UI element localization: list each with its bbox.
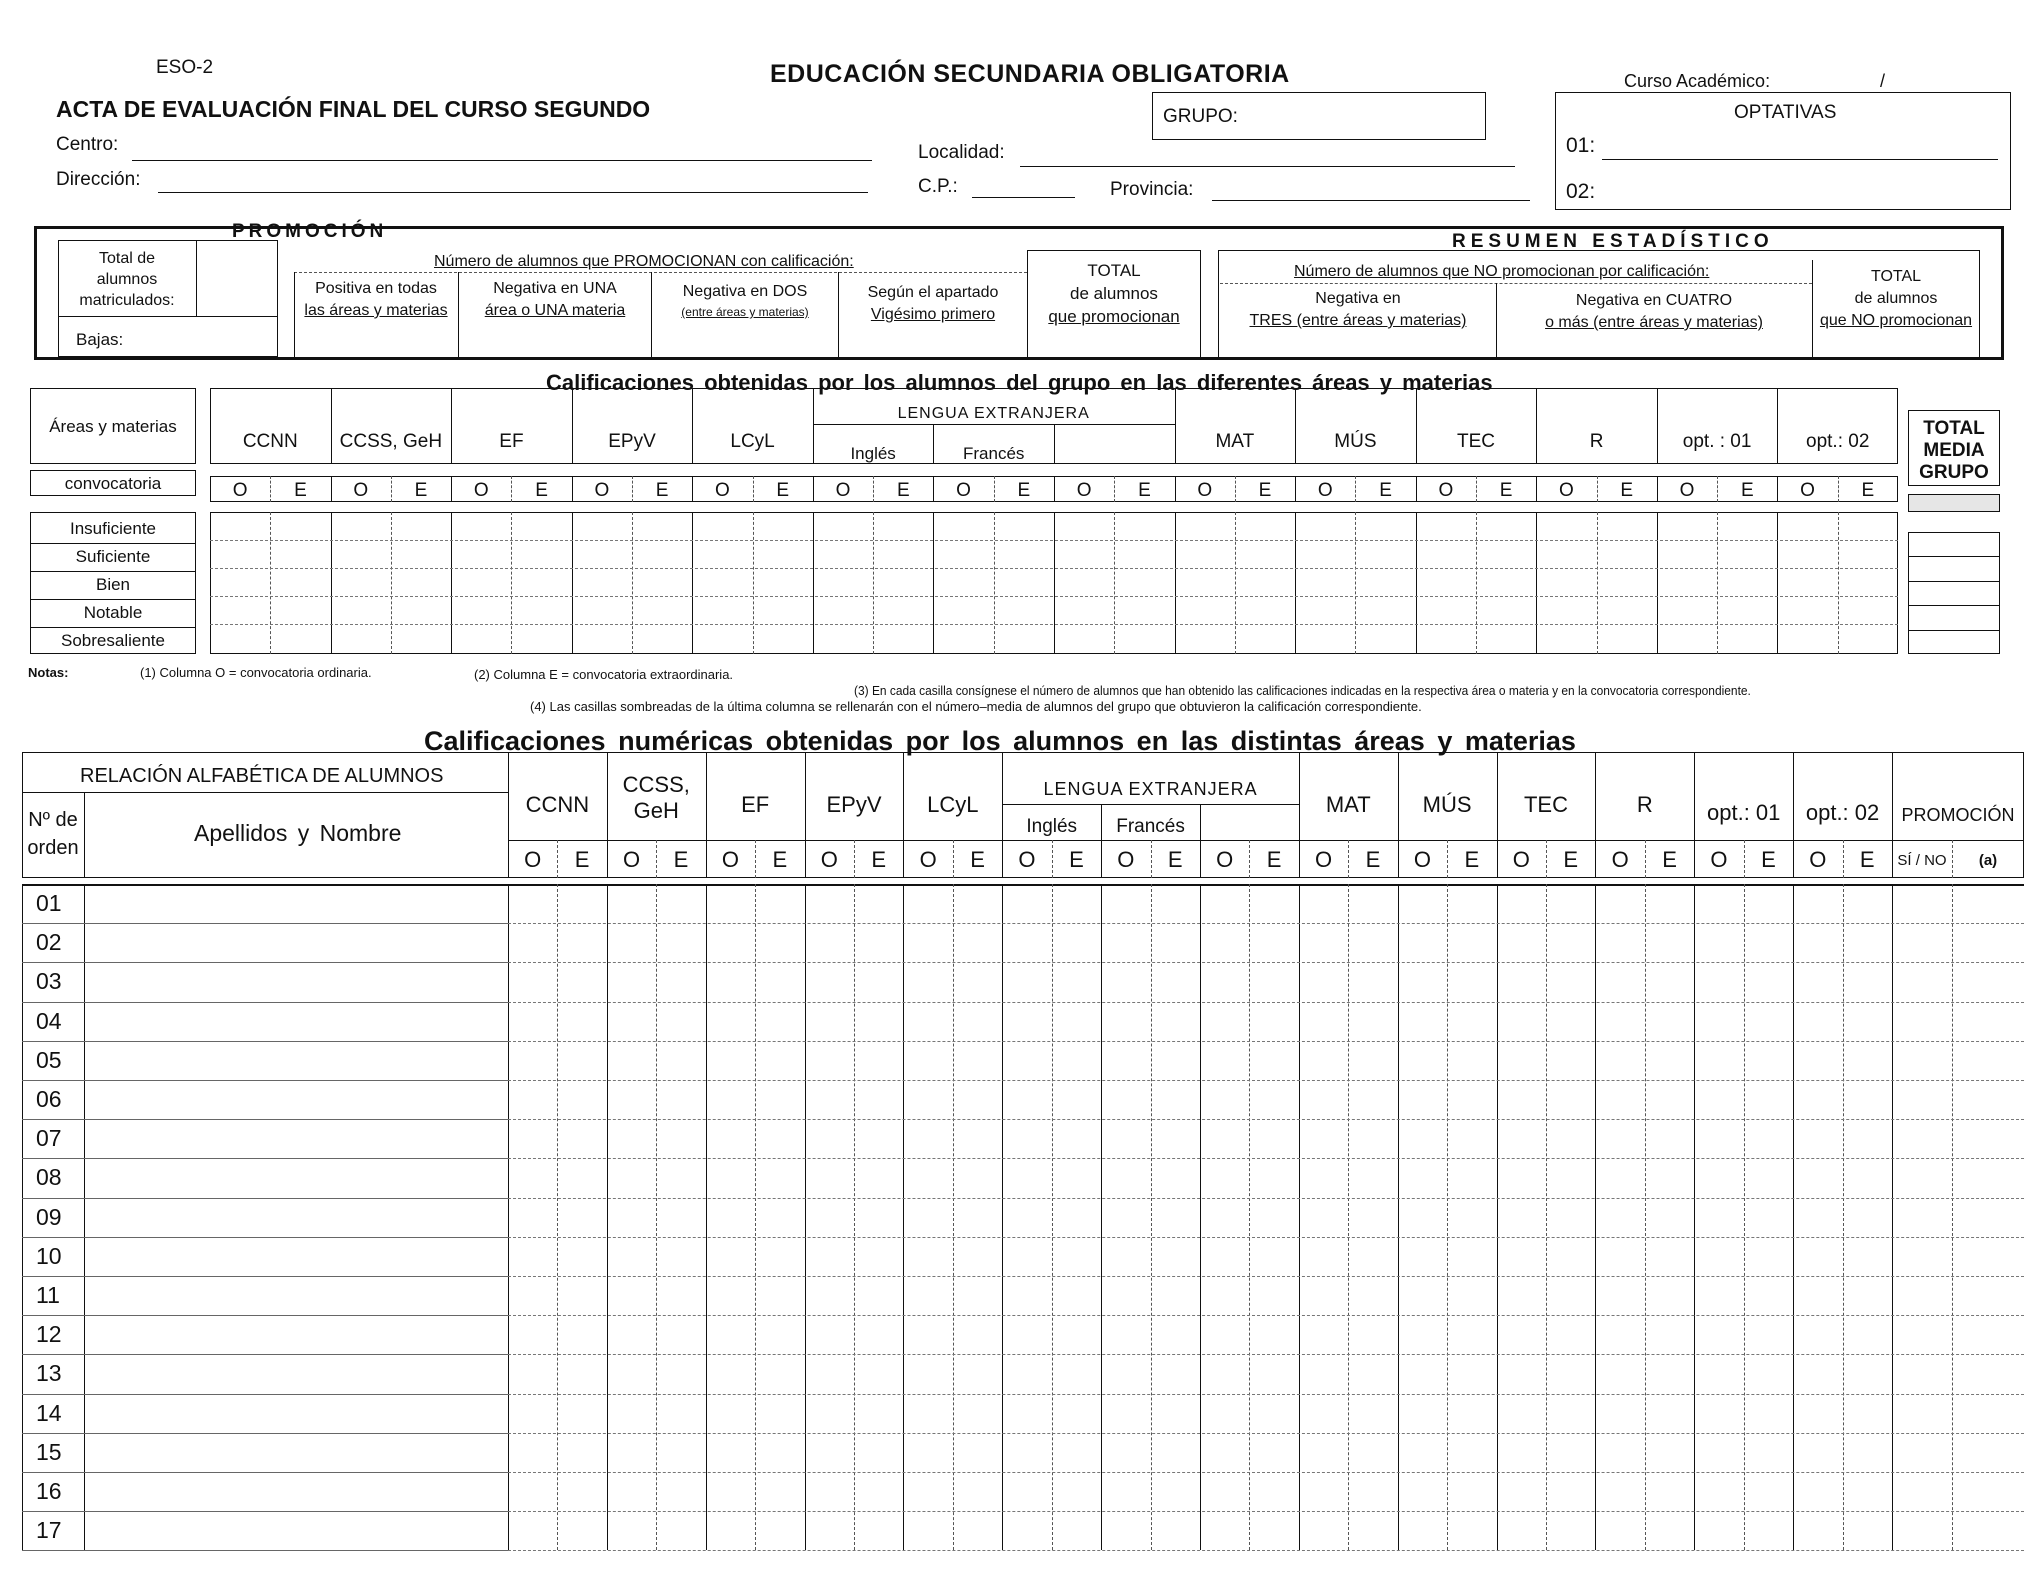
o-label: O — [1559, 480, 1574, 501]
grade-label-0: Insuficiente — [70, 519, 156, 538]
e-label: E — [1499, 480, 1513, 501]
form-title: EDUCACIÓN SECUNDARIA OBLIGATORIA — [770, 60, 1290, 88]
promocion-title: PROMOCIÓN — [232, 221, 388, 242]
row-number: 05 — [36, 1046, 62, 1073]
row-number: 10 — [36, 1242, 62, 1269]
subject-1: CCSS, GeH — [339, 431, 443, 452]
e-lbl: E — [1662, 847, 1677, 872]
nota-2: (2) Columna E = convocatoria extraordinaria. — [474, 667, 734, 682]
o-lbl: O — [721, 847, 739, 872]
lengua-label: LENGUA EXTRANJERA — [897, 405, 1090, 422]
body-col-line — [1101, 884, 1102, 1550]
body-col-line — [1002, 884, 1003, 1550]
o-label: O — [1679, 480, 1695, 501]
student-name-field[interactable] — [86, 962, 506, 1001]
areas-label: Áreas y materias — [49, 417, 177, 436]
subj-13: opt.: 02 — [1805, 800, 1880, 825]
o-label: O — [473, 480, 489, 501]
row-number: 09 — [36, 1203, 62, 1230]
body-name-line — [508, 884, 509, 1550]
subject-8: MAT — [1215, 431, 1255, 452]
body-col-div — [1447, 884, 1448, 1550]
e-lbl: E — [1069, 847, 1084, 872]
row-dash — [508, 1511, 2024, 1512]
row-number: 08 — [36, 1164, 62, 1191]
body-col-div — [854, 884, 855, 1550]
student-name-field[interactable] — [86, 1472, 506, 1511]
student-name-field[interactable] — [86, 1394, 506, 1433]
row-dash — [508, 1550, 2024, 1551]
subj-6: Francés — [1116, 816, 1185, 837]
e-lbl: E — [970, 847, 985, 872]
notas-label: Notas: — [28, 665, 69, 680]
row-dash — [508, 923, 2024, 924]
student-name-field[interactable] — [86, 1158, 506, 1197]
nota-4: (4) Las casillas sombreadas de la última columna se rellenarán con el número–media de alumnos del grupo que obtuvieron la calificación correspondiente. — [530, 699, 1422, 714]
o-label: O — [1076, 480, 1092, 501]
bajas-label: Bajas: — [76, 330, 124, 349]
body-col-line — [1595, 884, 1596, 1550]
body-orden-line — [84, 884, 85, 1550]
si-no-label: SÍ / NO — [1897, 852, 1947, 869]
form-code: ESO-2 — [156, 57, 214, 78]
resumen-title: RESUMEN ESTADÍSTICO — [1452, 231, 1774, 252]
body-col-div — [1843, 884, 1844, 1550]
centro-label: Centro: — [56, 134, 119, 155]
e-lbl: E — [1464, 847, 1480, 872]
student-name-field[interactable] — [86, 1237, 506, 1276]
body-col-div — [1348, 884, 1349, 1550]
row-dash — [508, 1315, 2024, 1316]
subject-2: EF — [499, 431, 524, 452]
subj-5: Inglés — [1026, 816, 1078, 837]
o-lbl: O — [919, 847, 937, 872]
body-col-line — [607, 884, 608, 1550]
o-lbl: O — [1413, 847, 1431, 872]
body-col-div — [1052, 884, 1053, 1550]
row-dash — [508, 962, 2024, 963]
student-name-field[interactable] — [86, 1041, 506, 1080]
e-lbl: E — [1365, 847, 1381, 872]
lengua-label-2: LENGUA EXTRANJERA — [1043, 779, 1258, 799]
student-name-field[interactable] — [86, 1002, 506, 1041]
body-col-line — [1398, 884, 1399, 1550]
row-number: 11 — [36, 1282, 60, 1308]
body-promo-div — [1952, 884, 1953, 1550]
promo-col-negativa-dos: Negativa en DOS (entre áreas y materias) — [681, 283, 809, 319]
promo-col-positiva: Positiva en todas las áreas y materias — [304, 280, 448, 319]
row-number: 14 — [36, 1399, 62, 1426]
e-lbl: E — [1266, 847, 1282, 872]
body-col-line — [1200, 884, 1201, 1550]
row-dash — [508, 1394, 2024, 1395]
body-col-line — [903, 884, 904, 1550]
e-label: E — [896, 480, 910, 501]
e-label: E — [414, 480, 428, 501]
row-number: 06 — [36, 1086, 62, 1112]
nombre-label: Apellidos y Nombre — [194, 820, 402, 846]
resumen-total: TOTAL de alumnos que NO promocionan — [1819, 268, 1973, 329]
o-label: O — [715, 480, 730, 501]
subject-13: opt.: 02 — [1806, 431, 1870, 452]
e-lbl: E — [1761, 847, 1776, 872]
o-lbl: O — [1710, 847, 1728, 872]
row-number: 03 — [36, 968, 62, 995]
subj-1: CCSS, GeH — [622, 772, 690, 823]
o-lbl: O — [1611, 847, 1629, 872]
direccion-label: Dirección: — [56, 169, 141, 190]
orden-line — [84, 792, 85, 878]
subj-8: MAT — [1325, 792, 1371, 817]
o-lbl: O — [820, 847, 838, 872]
o-lbl: O — [524, 847, 542, 872]
body-col-div — [1249, 884, 1250, 1550]
row-number: 04 — [36, 1007, 62, 1034]
subject-11: R — [1589, 431, 1604, 452]
e-label: E — [1017, 480, 1031, 501]
student-name-field[interactable] — [86, 1354, 506, 1393]
calif-alumnos-title: Calificaciones numéricas obtenidas por los alumnos en las distintas áreas y materias — [424, 726, 1576, 756]
row-number: 12 — [36, 1321, 62, 1348]
e-label: E — [776, 480, 790, 501]
relacion-label: RELACIÓN ALFABÉTICA DE ALUMNOS — [80, 765, 444, 787]
subject-9: MÚS — [1334, 431, 1377, 452]
subject-10: TEC — [1456, 431, 1495, 452]
e-lbl: E — [1563, 847, 1579, 872]
promo-col-negativa-una: Negativa en UNA área o UNA materia — [484, 280, 626, 319]
student-name-field[interactable] — [86, 1433, 506, 1472]
o-label: O — [956, 480, 971, 501]
subj-3: EPyV — [826, 792, 882, 817]
student-name-field[interactable] — [86, 1119, 506, 1158]
opt02-label: 02: — [1566, 180, 1596, 203]
body-col-line — [1892, 884, 1893, 1550]
row-dash — [508, 1002, 2024, 1003]
row-number: 15 — [36, 1438, 62, 1465]
body-col-line — [1299, 884, 1300, 1550]
student-name-field[interactable] — [86, 1315, 506, 1354]
subj-4: LCyL — [927, 792, 979, 817]
provincia-label: Provincia: — [1110, 179, 1194, 200]
body-col-div — [1645, 884, 1646, 1550]
body-col-div — [1151, 884, 1152, 1550]
row-number: 02 — [36, 929, 62, 956]
subject-0: CCNN — [242, 431, 298, 452]
body-left-line — [22, 884, 23, 1550]
subj-9: MÚS — [1422, 792, 1472, 817]
subj-11: R — [1636, 792, 1653, 817]
row-dash — [508, 1354, 2024, 1355]
total-matriculados-label: Total de alumnos matriculados: — [79, 250, 175, 309]
student-name-field[interactable] — [86, 1080, 506, 1119]
cp-label: C.P.: — [918, 176, 958, 197]
e-label: E — [1138, 480, 1151, 501]
curso-label: Curso Académico: — [1624, 71, 1771, 91]
row-number: 16 — [36, 1478, 62, 1504]
convocatoria-label: convocatoria — [64, 474, 162, 493]
o-lbl: O — [1216, 847, 1234, 872]
row-number: 01 — [36, 890, 62, 916]
grade-label-4: Sobresaliente — [61, 631, 165, 650]
o-label: O — [1317, 480, 1333, 501]
e-lbl: E — [772, 847, 788, 872]
total-media-label: TOTAL MEDIA GRUPO — [1919, 418, 1989, 483]
e-lbl: E — [1167, 847, 1183, 872]
o-label: O — [835, 480, 851, 501]
row-dash — [508, 1080, 2024, 1081]
student-name-field[interactable] — [86, 1276, 506, 1315]
promo-col-vigesimo: Según el apartado Vigésimo primero — [867, 284, 999, 323]
nota-1: (1) Columna O = convocatoria ordinaria. — [140, 665, 372, 680]
o-lbl: O — [622, 847, 641, 872]
row-dash — [508, 1276, 2024, 1277]
localidad-label: Localidad: — [918, 142, 1005, 163]
row-dash — [508, 1119, 2024, 1120]
calif-grupo-title: Calificaciones obtenidas por los alumnos del grupo en las diferentes áreas y materias — [546, 370, 1493, 395]
e-lbl: E — [574, 847, 590, 872]
curso-sep: / — [1880, 71, 1886, 91]
o-lbl: O — [1018, 847, 1036, 872]
subj-12: opt.: 01 — [1707, 800, 1781, 825]
student-name-field[interactable] — [86, 1511, 506, 1550]
lengua-line-2 — [1002, 804, 1299, 805]
student-name-field[interactable] — [86, 884, 506, 923]
row-line — [22, 1550, 508, 1551]
row-dash — [508, 1472, 2024, 1473]
promocion-col-label: PROMOCIÓN — [1901, 805, 2015, 825]
grade-label-3: Notable — [83, 603, 143, 622]
body-col-div — [656, 884, 657, 1550]
grade-label-1: Suficiente — [75, 547, 151, 566]
body-col-div — [953, 884, 954, 1550]
nota-3: (3) En cada casilla consígnese el número de alumnos que han obtenido las calificaciones indicadas en la respectiva área o materia y en la convocatoria correspondiente. — [854, 683, 1751, 698]
grade-label-2: Bien — [95, 575, 131, 594]
no-promocionan-label: Número de alumnos que NO promocionan por calificación: — [1294, 263, 1710, 280]
subject-6: Francés — [962, 444, 1025, 463]
body-col-line — [706, 884, 707, 1550]
e-label: E — [1861, 480, 1875, 501]
e-label: E — [1258, 480, 1272, 501]
row-number: 17 — [36, 1517, 62, 1544]
o-label: O — [232, 480, 248, 501]
o-lbl: O — [1809, 847, 1827, 872]
form-subtitle: ACTA DE EVALUACIÓN FINAL DEL CURSO SEGUNDO — [56, 96, 651, 122]
grupo-label: GRUPO: — [1163, 106, 1238, 127]
e-lbl: E — [1859, 847, 1875, 872]
row-dash — [508, 1158, 2024, 1159]
o-label: O — [1197, 480, 1213, 501]
promocionan-label: Número de alumnos que PROMOCIONAN con calificación: — [434, 253, 854, 270]
subject-3: EPyV — [608, 431, 656, 452]
e-label: E — [535, 480, 548, 501]
e-label: E — [1620, 480, 1634, 501]
o-label: O — [1800, 480, 1815, 501]
body-col-div — [1744, 884, 1745, 1550]
subj-10: TEC — [1523, 792, 1568, 817]
o-lbl: O — [1512, 847, 1530, 872]
a-label: (a) — [1978, 852, 1998, 869]
orden-label: Nº de orden — [27, 809, 79, 859]
subj-0: CCNN — [525, 792, 590, 817]
subject-4: LCyL — [730, 431, 775, 452]
student-name-field[interactable] — [86, 1198, 506, 1237]
subject-5: Inglés — [850, 444, 896, 463]
o-lbl: O — [1314, 847, 1333, 872]
body-col-line — [1694, 884, 1695, 1550]
e-lbl: E — [871, 847, 887, 872]
row-dash — [508, 1237, 2024, 1238]
row-dash — [508, 1433, 2024, 1434]
e-label: E — [1379, 480, 1392, 501]
body-col-div — [755, 884, 756, 1550]
body-col-line — [1497, 884, 1498, 1550]
e-label: E — [294, 480, 307, 501]
row-dash — [508, 1198, 2024, 1199]
o-label: O — [353, 480, 369, 501]
subj-2: EF — [741, 792, 770, 817]
o-lbl: O — [1117, 847, 1135, 872]
body-col-div — [557, 884, 558, 1550]
e-label: E — [1740, 480, 1754, 501]
row-dash — [508, 1041, 2024, 1042]
opt01-label: 01: — [1566, 134, 1596, 157]
subject-12: opt. : 01 — [1682, 431, 1752, 452]
e-label: E — [655, 480, 669, 501]
o-label: O — [1438, 480, 1454, 501]
body-col-line — [805, 884, 806, 1550]
resumen-col-tres: Negativa en TRES (entre áreas y materias) — [1249, 290, 1467, 329]
student-name-field[interactable] — [86, 923, 506, 962]
row-number: 07 — [36, 1125, 62, 1152]
row-number: 13 — [36, 1360, 62, 1387]
optativas-label: OPTATIVAS — [1734, 102, 1837, 123]
body-col-line — [1793, 884, 1794, 1550]
o-label: O — [594, 480, 610, 501]
total-promocionan-box: TOTAL de alumnos que promocionan — [1027, 250, 1201, 358]
e-lbl: E — [673, 847, 689, 872]
relacion-line — [22, 792, 508, 793]
promo-oe-line — [1892, 840, 2024, 841]
resumen-col-cuatro: Negativa en CUATRO o más (entre áreas y materias) — [1545, 292, 1763, 331]
body-col-div — [1546, 884, 1547, 1550]
